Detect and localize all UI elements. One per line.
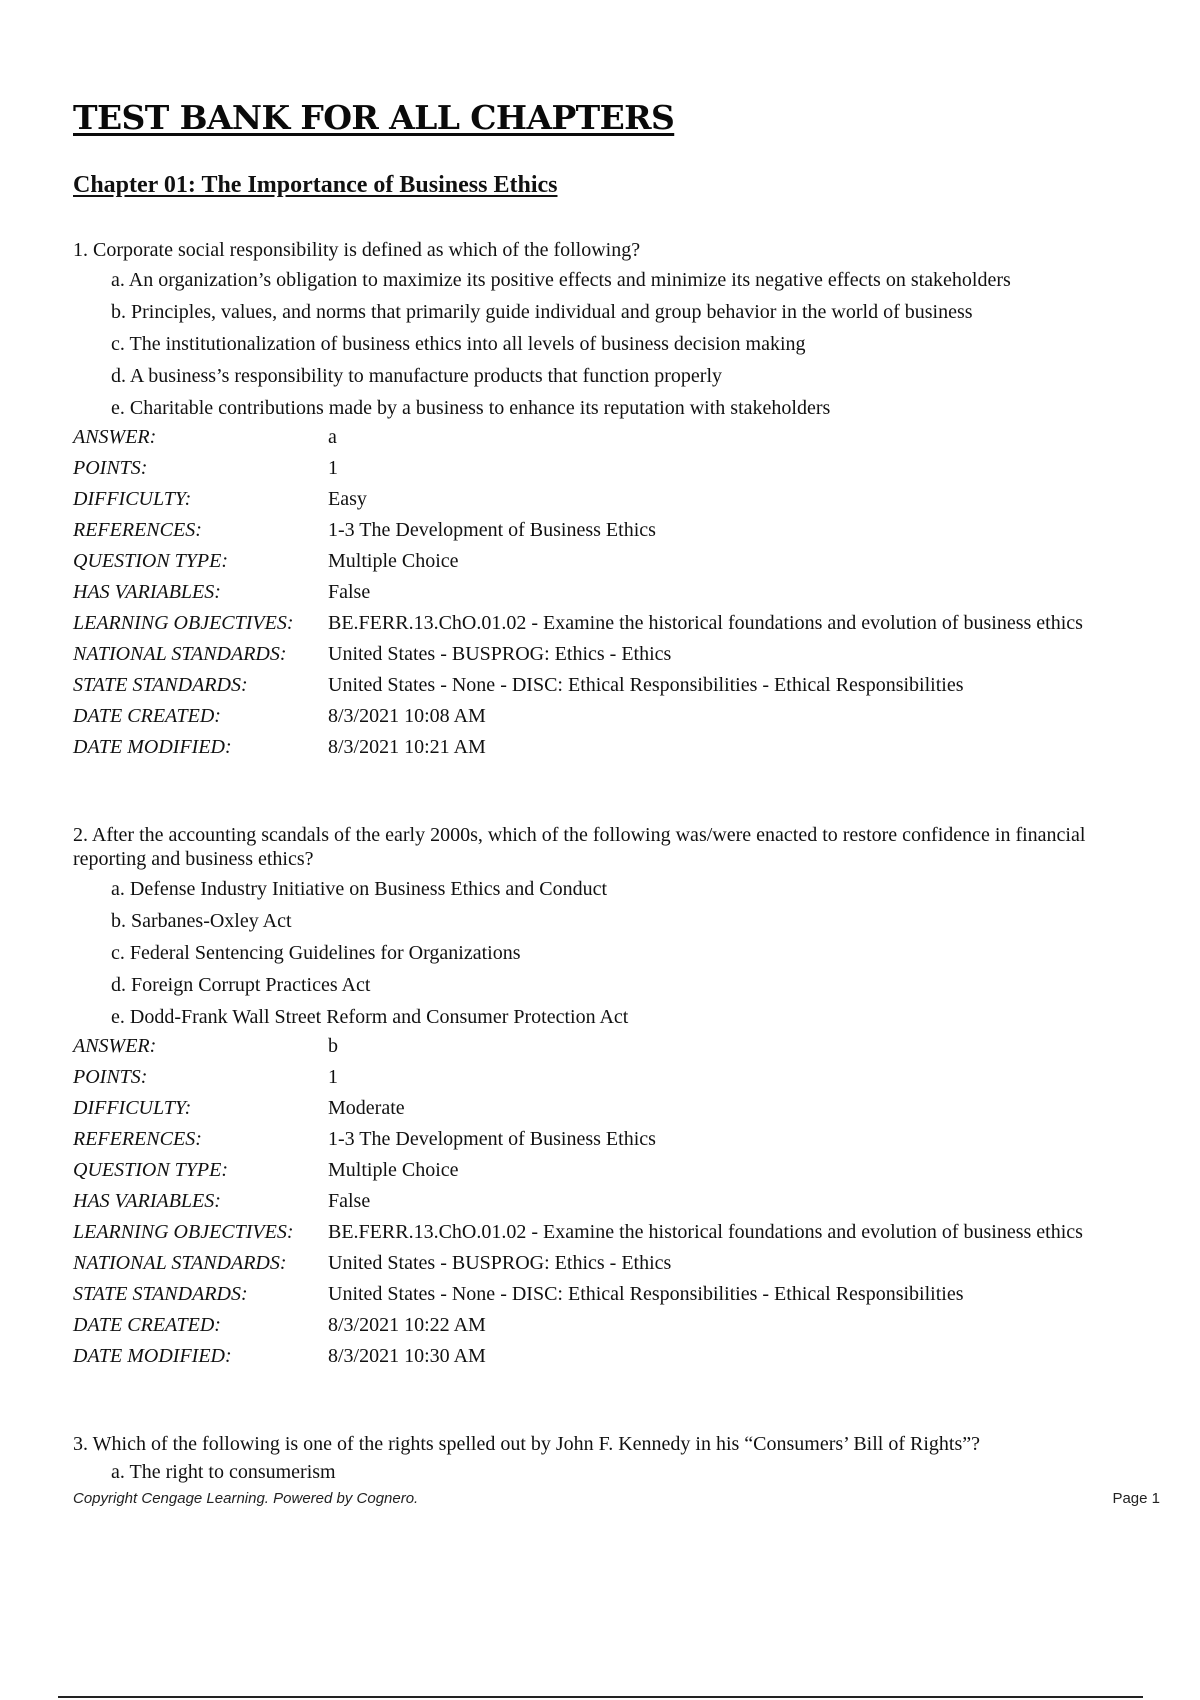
document-title: TEST BANK FOR ALL CHAPTERS (73, 98, 675, 137)
footer-copyright: Copyright Cengage Learning. Powered by Cognero. (73, 1490, 419, 1507)
meta-question-type (73, 548, 1133, 574)
meta-value: 8/3/2021 10:22 AM (328, 1314, 486, 1336)
choice-c: c. Federal Sentencing Guidelines for Organizations (111, 942, 521, 964)
question-metadata (73, 424, 1133, 760)
choice-e: e. Charitable contributions made by a business to enhance its reputation with stakeholders (111, 397, 831, 419)
meta-value: Moderate (328, 1097, 405, 1119)
meta-state-standards (73, 1281, 1133, 1307)
meta-date-created (73, 1312, 1133, 1338)
meta-label: DATE MODIFIED: (73, 1345, 232, 1367)
question-3 (73, 1432, 1133, 1488)
choice-a: a. The right to consumerism (111, 1461, 336, 1483)
meta-value: United States - None - DISC: Ethical Responsibilities - Ethical Responsibilities (328, 674, 964, 696)
meta-value: 1 (328, 1066, 338, 1088)
meta-difficulty (73, 1095, 1133, 1121)
meta-points (73, 455, 1133, 481)
meta-label: DIFFICULTY: (73, 488, 192, 510)
meta-learning-objectives (73, 1219, 1133, 1245)
choice-d: d. Foreign Corrupt Practices Act (111, 974, 371, 996)
chapter-title: Chapter 01: The Importance of Business Ethics (73, 172, 558, 198)
meta-value: 1-3 The Development of Business Ethics (328, 1128, 656, 1150)
meta-date-created (73, 703, 1133, 729)
page-divider (58, 1696, 1143, 1698)
meta-label: DATE CREATED: (73, 705, 221, 727)
meta-question-type (73, 1157, 1133, 1183)
question-stem: 2. After the accounting scandals of the early 2000s, which of the following was/were enacted to restore confidence in financial reporting and business ethics? (73, 824, 1086, 870)
choice-a: a. Defense Industry Initiative on Business Ethics and Conduct (111, 878, 608, 900)
answer-choices (73, 264, 1133, 424)
meta-points (73, 1064, 1133, 1090)
choice-b: b. Sarbanes-Oxley Act (111, 910, 292, 932)
meta-label: LEARNING OBJECTIVES: (73, 612, 294, 634)
meta-has-variables (73, 579, 1133, 605)
meta-references (73, 517, 1133, 543)
meta-learning-objectives (73, 610, 1133, 636)
meta-label: REFERENCES: (73, 519, 202, 541)
meta-value: False (328, 581, 371, 603)
question-metadata (73, 1033, 1133, 1369)
meta-label: HAS VARIABLES: (73, 1190, 221, 1212)
page-number: Page 1 (1112, 1490, 1160, 1507)
meta-value: United States - None - DISC: Ethical Responsibilities - Ethical Responsibilities (328, 1283, 964, 1305)
choice-c: c. The institutionalization of business ethics into all levels of business decision making (111, 333, 806, 355)
meta-value: 8/3/2021 10:30 AM (328, 1345, 486, 1367)
meta-state-standards (73, 672, 1133, 698)
meta-value: Easy (328, 488, 367, 510)
meta-label: ANSWER: (73, 1035, 157, 1057)
meta-label: QUESTION TYPE: (73, 1159, 229, 1181)
meta-date-modified (73, 734, 1133, 760)
question-1 (73, 238, 1133, 765)
meta-label: STATE STANDARDS: (73, 1283, 248, 1305)
meta-label: QUESTION TYPE: (73, 550, 229, 572)
answer-choices (73, 1456, 1133, 1488)
meta-national-standards (73, 641, 1133, 667)
meta-value: Multiple Choice (328, 1159, 459, 1181)
meta-value: Multiple Choice (328, 550, 459, 572)
meta-value: 1-3 The Development of Business Ethics (328, 519, 656, 541)
meta-value: BE.FERR.13.ChO.01.02 - Examine the historical foundations and evolution of business ethics (328, 1221, 1083, 1243)
meta-label: POINTS: (73, 457, 148, 479)
meta-national-standards (73, 1250, 1133, 1276)
meta-value: False (328, 1190, 371, 1212)
meta-answer (73, 1033, 1133, 1059)
choice-d: d. A business’s responsibility to manufacture products that function properly (111, 365, 723, 387)
meta-label: DATE MODIFIED: (73, 736, 232, 758)
choice-a: a. An organization’s obligation to maximize its positive effects and minimize its negative effects on stakeholders (111, 269, 1011, 291)
question-stem: 3. Which of the following is one of the rights spelled out by John F. Kennedy in his “Consumers’ Bill of Rights”? (73, 1433, 981, 1455)
question-stem: 1. Corporate social responsibility is defined as which of the following? (73, 239, 641, 261)
meta-value: 1 (328, 457, 338, 479)
meta-value: 8/3/2021 10:08 AM (328, 705, 486, 727)
meta-label: STATE STANDARDS: (73, 674, 248, 696)
meta-difficulty (73, 486, 1133, 512)
meta-value: a (328, 426, 337, 448)
meta-value: 8/3/2021 10:21 AM (328, 736, 486, 758)
answer-choices (73, 873, 1133, 1033)
choice-b: b. Principles, values, and norms that primarily guide individual and group behavior in the world of business (111, 301, 973, 323)
meta-label: DIFFICULTY: (73, 1097, 192, 1119)
meta-label: HAS VARIABLES: (73, 581, 221, 603)
meta-label: ANSWER: (73, 426, 157, 448)
meta-label: LEARNING OBJECTIVES: (73, 1221, 294, 1243)
meta-has-variables (73, 1188, 1133, 1214)
meta-value: BE.FERR.13.ChO.01.02 - Examine the historical foundations and evolution of business ethics (328, 612, 1083, 634)
meta-value: b (328, 1035, 338, 1057)
meta-label: REFERENCES: (73, 1128, 202, 1150)
meta-answer (73, 424, 1133, 450)
meta-value: United States - BUSPROG: Ethics - Ethics (328, 1252, 672, 1274)
meta-date-modified (73, 1343, 1133, 1369)
meta-value: United States - BUSPROG: Ethics - Ethics (328, 643, 672, 665)
choice-e: e. Dodd-Frank Wall Street Reform and Consumer Protection Act (111, 1006, 629, 1028)
meta-label: POINTS: (73, 1066, 148, 1088)
meta-label: NATIONAL STANDARDS: (73, 1252, 287, 1274)
meta-label: NATIONAL STANDARDS: (73, 643, 287, 665)
question-2 (73, 823, 1133, 1374)
meta-references (73, 1126, 1133, 1152)
meta-label: DATE CREATED: (73, 1314, 221, 1336)
